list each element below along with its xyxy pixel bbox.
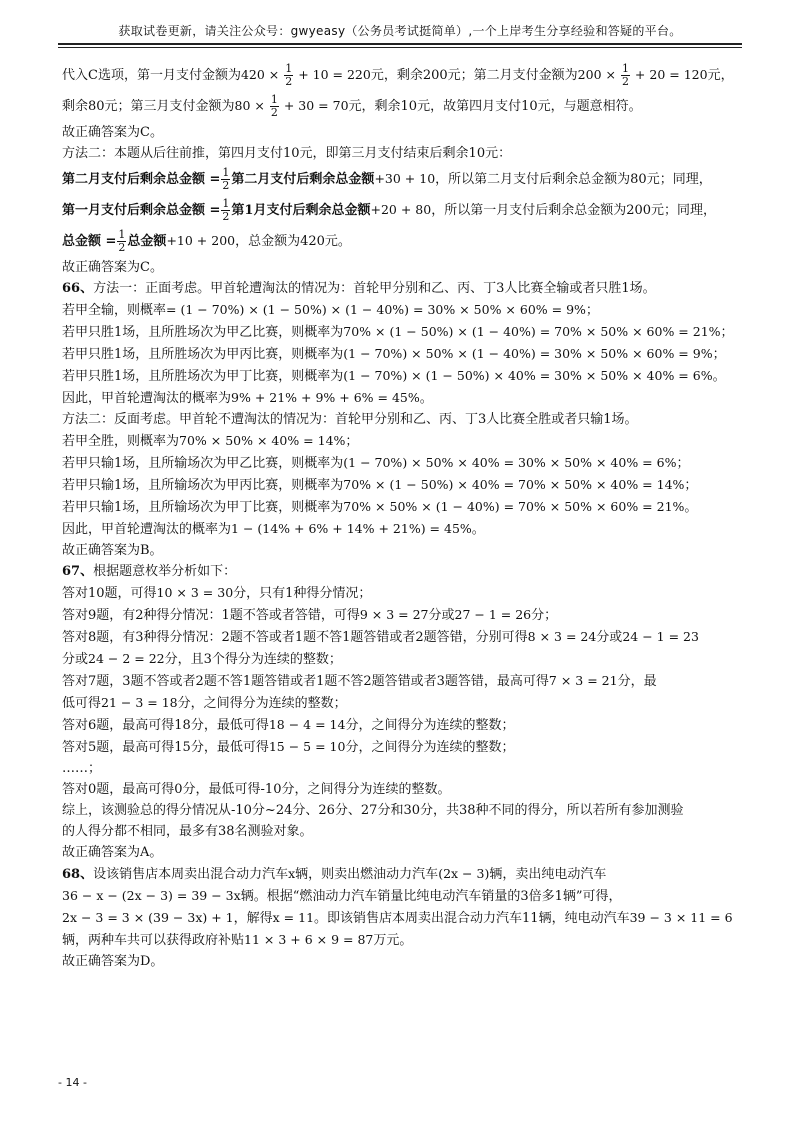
- line-text: 综上，该测验总的得分情况从-10分~24分、26分、27分和30分，共38种不同的得分，所以若所有参加测验: [62, 803, 684, 818]
- line-text: 分，且3个得分为连续的整数；: [164, 652, 342, 667]
- line-text: ；: [585, 303, 599, 318]
- text-line: [62, 758, 742, 779]
- fraction: [284, 63, 293, 88]
- page-number: - 14 -: [58, 1076, 87, 1089]
- bold-math-text: 总金额 =: [62, 234, 117, 249]
- math-expression: 70% × 50% × (1 − 40%) = 70% × 50% × 60% = 21%: [343, 499, 685, 514]
- text-line: [62, 321, 742, 343]
- line-text: 分或: [596, 630, 623, 645]
- header-rule-thin: [58, 47, 742, 48]
- math-expression: (1 − 70%) × (1 − 50%) × 40% = 30% × 50% × 40% = 6%: [343, 368, 713, 383]
- math-expression: 11 × 3 + 6 × 9 = 87: [244, 932, 374, 947]
- line-text: 答对8题，有3种得分情况：2题不答或者1题不答1题答错或者2题答错，分别可得: [62, 630, 528, 645]
- text-line: [62, 430, 742, 452]
- line-text: 故正确答案为C。: [62, 260, 163, 275]
- text-line: [62, 278, 742, 299]
- fraction-denominator: 2: [270, 106, 278, 119]
- math-expression: = (1 − 70%) × (1 − 50%) × (1 − 40%) = 30% × 50% × 60% = 9%: [166, 302, 586, 317]
- line-text: 元，: [707, 68, 734, 83]
- question-number: 66、: [62, 281, 94, 296]
- text-line: [62, 226, 742, 257]
- line-text: ；: [720, 325, 734, 340]
- line-text: 答对0题，最高可得0分，最低可得-10分，之间得分为连续的整数。: [62, 782, 451, 797]
- line-text: 辆，卖出纯电动汽车: [489, 867, 607, 882]
- math-expression: 36 − x − (2x − 3) = 39 − 3x: [62, 888, 241, 903]
- math-expression: +30 + 10: [374, 171, 436, 186]
- line-text: 答对5题，最高可得15分，最低可得: [62, 740, 269, 755]
- fraction-numerator: 1: [118, 228, 126, 241]
- math-expression: 1 − (14% + 6% + 14% + 21%) = 45%: [231, 521, 472, 536]
- bold-math-text: 第二月支付后剩余总金额: [231, 172, 375, 187]
- line-text: 若甲全胜，则概率为: [62, 434, 180, 449]
- line-text: 若甲只输1场，且所输场次为甲丁比赛，则概率为: [62, 500, 344, 515]
- math-expression: 9 × 3 = 27: [359, 607, 429, 622]
- math-expression: (1 − 70%) × 50% × 40% = 30% × 50% × 40% = 6%: [343, 455, 677, 470]
- fraction-denominator: 2: [118, 241, 126, 254]
- line-text: 答对7题，3题不答或者2题不答1题答错或者1题不答2题答错或者3题答错，最高可得: [62, 674, 549, 689]
- bold-math-text: 第1月支付后剩余总金额: [231, 203, 371, 218]
- text-line: [62, 387, 742, 409]
- text-line: [62, 800, 742, 821]
- text-line: [62, 863, 742, 885]
- math-expression: 70% × 50% × 40% = 14%: [179, 433, 346, 448]
- text-line: [62, 929, 742, 951]
- line-text: ；: [676, 456, 690, 471]
- line-text: 万元。: [373, 933, 413, 948]
- line-text: 根据题意枚举分析如下：: [93, 564, 237, 579]
- line-text: 分，之间得分为连续的整数；: [345, 718, 515, 733]
- line-text: 分，最: [617, 674, 657, 689]
- text-line: [62, 604, 742, 626]
- line-text: 元，剩余200元；第二月支付金额为: [370, 68, 578, 83]
- math-expression: 200 ×: [577, 67, 620, 82]
- line-text: 因此，甲首轮遭淘汰的概率为: [62, 391, 232, 406]
- text-line: [62, 365, 742, 387]
- fraction-numerator: 1: [285, 62, 293, 75]
- math-expression: + 30 = 70: [279, 98, 349, 113]
- fraction: [621, 63, 630, 88]
- text-line: [62, 518, 742, 540]
- line-text: 答对10题，可得: [62, 586, 157, 601]
- line-text: ……；: [62, 761, 102, 776]
- text-line: [62, 540, 742, 561]
- line-text: 答对6题，最高可得18分，最低可得: [62, 718, 269, 733]
- text-line: [62, 885, 742, 907]
- line-text: 因此，甲首轮遭淘汰的概率为: [62, 522, 232, 537]
- text-line: [62, 951, 742, 972]
- fraction: [221, 167, 230, 192]
- text-line: [62, 60, 742, 91]
- question-number: 68、: [62, 867, 94, 882]
- text-line: [62, 670, 742, 692]
- fraction-numerator: 1: [621, 62, 629, 75]
- text-line: [62, 91, 742, 122]
- line-text: 辆，两种车共可以获得政府补贴: [62, 933, 245, 948]
- line-text: 方法二：本题从后往前推，第四月支付10元，即第三月支付结束后剩余10元：: [62, 146, 512, 161]
- line-text: 分或: [428, 608, 455, 623]
- text-line: [62, 648, 742, 670]
- text-line: [62, 714, 742, 736]
- line-text: 故正确答案为D。: [62, 954, 164, 969]
- line-text: ，所以第一月支付后剩余总金额为200元；同理，: [431, 203, 717, 218]
- document-body: [62, 60, 742, 972]
- math-expression: 21 − 3 = 18: [101, 695, 178, 710]
- line-text: 故正确答案为C。: [62, 125, 163, 140]
- math-expression: 9% + 21% + 9% + 6% = 45%: [231, 390, 420, 405]
- fraction-numerator: 1: [222, 197, 230, 210]
- line-text: 若甲只胜1场，且所胜场次为甲丙比赛，则概率为: [62, 347, 344, 362]
- text-line: [62, 474, 742, 496]
- line-text: 分，只有1种得分情况；: [233, 586, 372, 601]
- math-expression: +20 + 80: [370, 202, 432, 217]
- fraction-denominator: 2: [621, 75, 629, 88]
- text-line: [62, 582, 742, 604]
- fraction: [270, 94, 279, 119]
- line-text: 若甲只输1场，且所输场次为甲乙比赛，则概率为: [62, 456, 344, 471]
- line-text: 。即该销售店本周卖出混合动力汽车11辆，纯电动汽车: [314, 911, 630, 926]
- bold-math-text: 第一月支付后剩余总金额 =: [62, 203, 221, 218]
- math-expression: 70% × (1 − 50%) × (1 − 40%) = 70% × 50% × 60% = 21%: [343, 324, 721, 339]
- line-text: 设该销售店本周卖出混合动力汽车: [93, 867, 289, 882]
- text-line: [62, 343, 742, 365]
- text-line: [62, 692, 742, 714]
- line-text: 故正确答案为B。: [62, 543, 163, 558]
- fraction: [117, 229, 126, 254]
- text-line: [62, 164, 742, 195]
- line-text: 故正确答案为A。: [62, 845, 163, 860]
- line-text: 若甲只胜1场，且所胜场次为甲丁比赛，则概率为: [62, 369, 344, 384]
- math-expression: +10 + 200: [166, 233, 236, 248]
- math-expression: + 20 = 120: [630, 67, 708, 82]
- line-text: ；: [684, 478, 698, 493]
- math-expression: (1 − 70%) × 50% × (1 − 40%) = 30% × 50% × 60% = 9%: [343, 346, 713, 361]
- line-text: ；: [712, 347, 726, 362]
- math-expression: 7 × 3 = 21: [548, 673, 618, 688]
- math-expression: x = 11: [272, 910, 315, 925]
- line-text: ，所以第二月支付后剩余总金额为80元；同理，: [435, 172, 712, 187]
- line-text: ，解得: [233, 911, 273, 926]
- text-line: [62, 409, 742, 430]
- line-text: 。: [712, 369, 726, 384]
- math-expression: 15 − 5 = 10: [268, 739, 346, 754]
- line-text: 辆。根据“燃油动力汽车销量比纯电动汽车销量的3倍多1辆”可得，: [240, 889, 622, 904]
- text-line: [62, 842, 742, 863]
- text-line: [62, 736, 742, 758]
- line-text: 剩余80元；第三月支付金额为: [62, 99, 235, 114]
- math-expression: 10 × 3 = 30: [156, 585, 234, 600]
- line-text: 的人得分都不相同，最多有38名测验对象。: [62, 824, 313, 839]
- line-text: 。: [419, 391, 433, 406]
- math-expression: 24 − 1 = 23: [622, 629, 699, 644]
- page-header: 获取试卷更新，请关注公众号：gwyeasy（公务员考试挺简单）,一个上岸考生分享经验和答疑的平台。: [118, 24, 682, 38]
- line-text: 分或: [62, 652, 89, 667]
- line-text: 。: [684, 500, 698, 515]
- math-expression: (2x − 3): [438, 866, 490, 881]
- line-text: ；: [345, 434, 359, 449]
- line-text: 若甲全输，则概率: [62, 303, 167, 318]
- fraction: [221, 198, 230, 223]
- bold-math-text: 第二月支付后剩余总金额 =: [62, 172, 221, 187]
- line-text: 若甲只输1场，且所输场次为甲丙比赛，则概率为: [62, 478, 344, 493]
- math-expression: 80 ×: [234, 98, 269, 113]
- math-expression: 27 − 1 = 26: [454, 607, 532, 622]
- fraction-denominator: 2: [222, 179, 230, 192]
- line-text: ，总金额为420元。: [235, 234, 351, 249]
- text-line: [62, 143, 742, 164]
- text-line: [62, 561, 742, 582]
- text-line: [62, 195, 742, 226]
- line-text: 辆，则卖出燃油动力汽车: [295, 867, 439, 882]
- math-expression: 70% × (1 − 50%) × 40% = 70% × 50% × 40% = 14%: [343, 477, 685, 492]
- line-text: 分，之间得分为连续的整数；: [345, 740, 515, 755]
- fraction-denominator: 2: [285, 75, 293, 88]
- math-expression: x: [288, 866, 296, 881]
- line-text: 方法一：正面考虑。甲首轮遭淘汰的情况为：首轮甲分别和乙、丙、丁3人比赛全输或者只胜1场。: [93, 281, 656, 296]
- math-expression: 39 − 3 × 11 = 6: [629, 910, 733, 925]
- math-expression: 8 × 3 = 24: [527, 629, 597, 644]
- line-text: 方法二：反面考虑。甲首轮不遭淘汰的情况为：首轮甲分别和乙、丙、丁3人比赛全胜或者只输1场。: [62, 412, 638, 427]
- math-expression: 24 − 2 = 22: [88, 651, 165, 666]
- line-text: 代入C选项，第一月支付金额为: [62, 68, 241, 83]
- line-text: 。: [471, 522, 485, 537]
- text-line: [62, 496, 742, 518]
- fraction-numerator: 1: [222, 166, 230, 179]
- line-text: 元，剩余10元，故第四月支付10元，与题意相符。: [348, 99, 642, 114]
- math-expression: 18 − 4 = 14: [268, 717, 346, 732]
- text-line: [62, 626, 742, 648]
- line-text: 低可得: [62, 696, 102, 711]
- line-text: 若甲只胜1场，且所胜场次为甲乙比赛，则概率为: [62, 325, 344, 340]
- math-expression: + 10 = 220: [294, 67, 371, 82]
- fraction-denominator: 2: [222, 210, 230, 223]
- bold-math-text: 总金额: [127, 234, 167, 249]
- text-line: [62, 299, 742, 321]
- text-line: [62, 907, 742, 929]
- line-text: 分；: [531, 608, 558, 623]
- question-number: 67、: [62, 564, 94, 579]
- text-line: [62, 779, 742, 800]
- text-line: [62, 257, 742, 278]
- math-expression: 420 ×: [240, 67, 284, 82]
- math-expression: 2x − 3 = 3 × (39 − 3x) + 1: [62, 910, 234, 925]
- text-line: [62, 452, 742, 474]
- fraction-numerator: 1: [270, 93, 278, 106]
- header-rule: [58, 43, 742, 45]
- line-text: 分，之间得分为连续的整数；: [177, 696, 347, 711]
- text-line: [62, 122, 742, 143]
- line-text: 答对9题，有2种得分情况：1题不答或者答错，可得: [62, 608, 360, 623]
- text-line: [62, 821, 742, 842]
